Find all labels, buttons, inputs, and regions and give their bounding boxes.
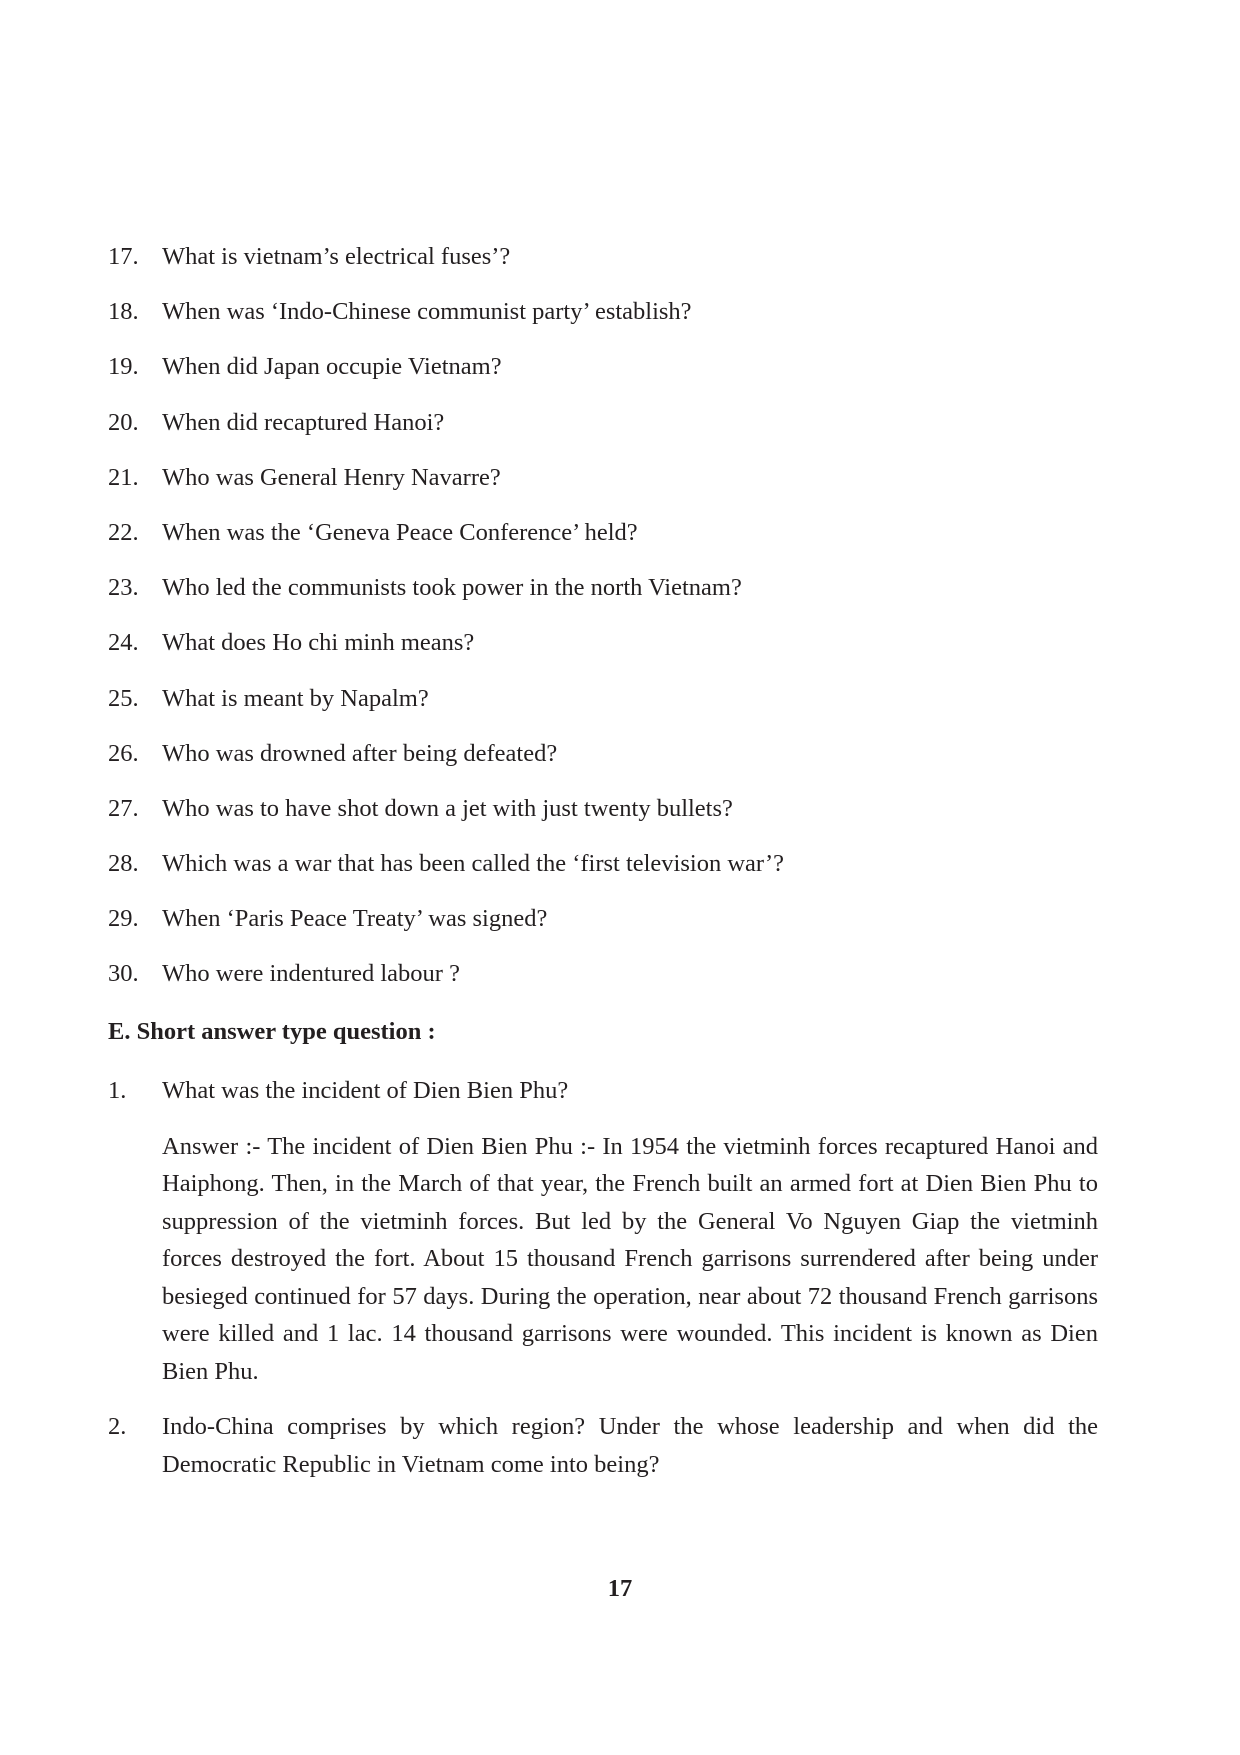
list-item xyxy=(108,626,1108,681)
question-text: Who were indentured labour ? xyxy=(162,960,460,988)
item-question: What was the incident of Dien Bien Phu? xyxy=(162,1077,569,1104)
question-number: 28. xyxy=(108,850,139,878)
section-heading: E. Short answer type question : xyxy=(108,1018,436,1045)
question-number: 22. xyxy=(108,518,139,546)
item-number: 2. xyxy=(108,1413,127,1440)
list-item xyxy=(108,295,1108,350)
question-number: 26. xyxy=(108,739,139,767)
list-item xyxy=(108,406,1108,461)
item-question: Indo-China comprises by which region? Under the whose leadership and when did the Democratic Republic in Vietnam come into being? xyxy=(162,1413,1098,1478)
question-number: 17. xyxy=(108,243,139,270)
list-item xyxy=(108,350,1108,405)
question-text: Who was General Henry Navarre? xyxy=(162,463,501,491)
question-number: 27. xyxy=(108,794,139,822)
question-text: Who was drowned after being defeated? xyxy=(162,739,558,767)
list-item xyxy=(108,516,1108,571)
question-text: Who led the communists took power in the north Vietnam? xyxy=(162,574,742,602)
question-number: 20. xyxy=(108,408,139,436)
question-number: 23. xyxy=(108,574,139,602)
question-text: What does Ho chi minh means? xyxy=(162,629,475,657)
list-item xyxy=(108,957,1108,1012)
short-answer-item xyxy=(108,1408,1098,1483)
question-number: 21. xyxy=(108,463,139,491)
list-item xyxy=(108,240,1108,295)
item-number: 1. xyxy=(108,1077,127,1104)
item-body xyxy=(162,1072,1098,1390)
question-text: What is vietnam’s electrical fuses’? xyxy=(162,243,511,270)
question-number: 30. xyxy=(108,960,139,988)
question-text: When was the ‘Geneva Peace Conference’ held? xyxy=(162,518,638,546)
list-item xyxy=(108,461,1108,516)
question-number: 18. xyxy=(108,298,139,326)
question-text: What is meant by Napalm? xyxy=(162,684,429,712)
question-text: When did Japan occupie Vietnam? xyxy=(162,353,502,381)
question-text: When did recaptured Hanoi? xyxy=(162,408,445,436)
short-answer-item xyxy=(108,1072,1098,1390)
question-number: 25. xyxy=(108,684,139,712)
list-item xyxy=(108,737,1108,792)
question-text: Who was to have shot down a jet with just twenty bullets? xyxy=(162,794,733,822)
question-text: When was ‘Indo-Chinese communist party’ establish? xyxy=(162,298,692,326)
question-number: 29. xyxy=(108,905,139,933)
question-number: 24. xyxy=(108,629,139,657)
question-text: When ‘Paris Peace Treaty’ was signed? xyxy=(162,905,548,933)
item-body xyxy=(162,1408,1098,1483)
list-item xyxy=(108,902,1108,957)
list-item xyxy=(108,847,1108,902)
list-item xyxy=(108,792,1108,847)
list-item xyxy=(108,571,1108,626)
item-answer: Answer :- The incident of Dien Bien Phu :- In 1954 the vietminh forces recaptured Hanoi and Haiphong. Then, in the March of that year, the French built an armed fort at Dien Bien Phu to suppression of the vietminh forces. But led by the General Vo Nguyen Giap the vietminh forces destroyed the fort. About 15 thousand French garrisons surrendered after being under besieged continued for 57 days. During the operation, near about 72 thousand French garrisons were killed and 1 lac. 14 thousand garrisons were wounded. This incident is known as Dien Bien Phu. xyxy=(162,1132,1098,1385)
question-text: Which was a war that has been called the ‘first television war’? xyxy=(162,850,784,878)
list-item xyxy=(108,682,1108,737)
page-number: 17 xyxy=(607,1575,633,1602)
question-list xyxy=(108,240,1108,1013)
question-number: 19. xyxy=(108,353,139,381)
